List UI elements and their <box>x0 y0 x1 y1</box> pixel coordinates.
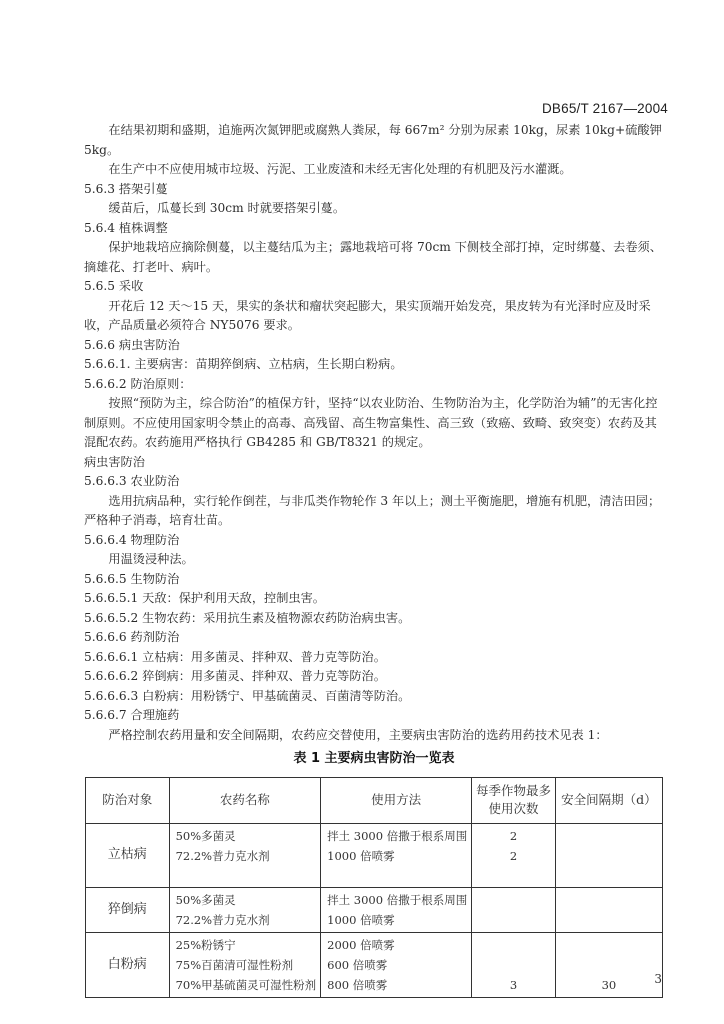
pest-target: 猝倒病 <box>86 887 170 932</box>
max-times-cell <box>472 823 556 887</box>
max-times: 2 <box>509 848 518 863</box>
paragraph: 5.6.6.2 防治原则： <box>84 376 192 391</box>
paragraph: 选用抗病品种，实行轮作倒茬，与非瓜类作物轮作 3 年以上；测土平衡施肥，增施有机肥，清洁田园；严格种子消毒，培育壮苗。 <box>84 493 661 527</box>
paragraph: 在结果初期和盛期，追施两次氮钾肥或腐熟人粪尿，每 667m² 分别为尿素 10kg，尿素 10kg+硫酸钾 5kg。 <box>84 123 662 157</box>
paragraph: 5.6.6.3 农业防治 <box>84 474 180 488</box>
paragraph: 5.6.6.6 药剂防治 <box>84 630 180 644</box>
paragraph: 用温烫浸种法。 <box>108 552 194 566</box>
paragraph: 5.6.6.5.2 生物农药：采用抗生素及植物源农药防治病虫害。 <box>84 610 411 625</box>
paragraph: 5.6.6 病虫害防治 <box>84 337 180 352</box>
paragraph: 5.6.5 采收 <box>84 279 144 293</box>
max-times <box>473 955 554 975</box>
safety-interval-cell <box>555 887 662 932</box>
paragraph: 5.6.6.1. 主要病害：苗期猝倒病、立枯病，生长期白粉病。 <box>84 357 403 371</box>
usage-method: 1000 倍喷雾 <box>327 848 395 863</box>
paragraph: 5.6.6.7 合理施药 <box>84 708 180 722</box>
usage-method-cell <box>321 823 472 887</box>
paragraph: 保护地栽培应摘除侧蔓，以主蔓结瓜为主；露地栽培可将 70cm 下侧枝全部打掉，定时绑蔓、去卷须、摘雄花、打老叶、病叶。 <box>84 240 662 274</box>
usage-method: 600 倍喷雾 <box>327 957 388 972</box>
max-times-cell <box>472 932 556 997</box>
max-times <box>473 910 554 930</box>
usage-method: 拌土 3000 倍撒于根系周围 <box>327 892 468 907</box>
pest-target: 立枯病 <box>86 823 170 887</box>
safety-interval <box>557 910 661 930</box>
table-header-row <box>86 777 663 823</box>
header-interval: 安全间隔期（d） <box>555 777 662 823</box>
pesticide-name: 70%甲基硫菌灵可湿性粉剂 <box>175 977 317 992</box>
usage-method: 拌土 3000 倍撒于根系周围 <box>327 828 468 843</box>
paragraph: 5.6.6.5.1 天敌：保护利用天敌，控制虫害。 <box>84 591 325 605</box>
safety-interval <box>557 955 661 975</box>
pesticide-name-cell <box>169 887 321 932</box>
pesticide-name: 50%多菌灵 <box>175 828 236 843</box>
max-times: 3 <box>509 977 518 992</box>
safety-interval <box>557 846 661 866</box>
paragraph: 开花后 12 天～15 天，果实的条状和瘤状突起膨大，果实顶端开始发亮，果皮转为有光泽时应及时采收，产品质量必须符合 NY5076 要求。 <box>84 298 651 332</box>
table-row <box>86 823 663 887</box>
paragraph: 5.6.3 搭架引蔓 <box>84 181 168 196</box>
pesticide-name: 50%多菌灵 <box>175 892 236 907</box>
max-times-cell <box>472 887 556 932</box>
paragraph: 按照“预防为主，综合防治”的植保方针，坚持“以农业防治、生物防治为主，化学防治为辅”的无害化控制原则。不应使用国家明令禁止的高毒、高残留、高生物富集性、高三致（致癌、致畸、致突变）农药及其混配农药。农药施用严格执行 GB4285 和 GB/T8321 的规定。 <box>84 396 658 449</box>
page-number: 3 <box>654 972 662 986</box>
header-pesticide: 农药名称 <box>169 777 321 823</box>
safety-interval <box>557 935 661 955</box>
usage-method-cell <box>321 932 472 997</box>
pesticide-name-cell <box>169 823 321 887</box>
paragraph: 病虫害防治 <box>84 454 145 469</box>
usage-method: 1000 倍喷雾 <box>327 912 395 927</box>
usage-method: 800 倍喷雾 <box>327 977 388 992</box>
paragraph: 5.6.6.6.1 立枯病：用多菌灵、拌种双、普力克等防治。 <box>84 649 386 664</box>
standard-code: DB65/T 2167—2004 <box>541 101 668 116</box>
paragraph: 5.6.4 植株调整 <box>84 220 168 235</box>
usage-method-cell <box>321 887 472 932</box>
safety-interval: 30 <box>601 977 617 992</box>
table-caption: 表 1 主要病虫害防治一览表 <box>293 751 455 766</box>
safety-interval <box>557 890 661 910</box>
pesticide-name: 75%百菌清可湿性粉剂 <box>175 957 294 972</box>
paragraph: 5.6.6.5 生物防治 <box>84 571 180 586</box>
safety-interval <box>557 826 661 846</box>
pest-control-table <box>85 777 663 998</box>
header-times: 每季作物最多使用次数 <box>472 777 556 823</box>
max-times <box>473 935 554 955</box>
paragraph: 缓苗后，瓜蔓长到 30cm 时就要搭架引蔓。 <box>108 201 346 215</box>
usage-method: 2000 倍喷雾 <box>327 937 395 952</box>
paragraph: 5.6.6.4 物理防治 <box>84 532 180 547</box>
header-target: 防治对象 <box>86 777 170 823</box>
pesticide-name-cell <box>169 932 321 997</box>
safety-interval-cell <box>555 932 662 997</box>
paragraph-list <box>84 121 664 745</box>
pesticide-name: 72.2%普力克水剂 <box>175 912 270 927</box>
paragraph: 在生产中不应使用城市垃圾、污泥、工业废渣和未经无害化处理的有机肥及污水灌溉。 <box>108 162 572 176</box>
table-row <box>86 887 663 932</box>
body-text <box>84 121 664 998</box>
table-body <box>86 823 663 997</box>
paragraph: 严格控制农药用量和安全间隔期，农药应交替使用，主要病虫害防治的选药用药技术见表 1： <box>108 727 608 742</box>
header-method: 使用方法 <box>321 777 472 823</box>
pesticide-name: 25%粉锈宁 <box>175 937 236 952</box>
table-row <box>86 932 663 997</box>
max-times <box>473 890 554 910</box>
paragraph: 5.6.6.6.2 猝倒病：用多菌灵、拌种双、普力克等防治。 <box>84 669 386 683</box>
safety-interval-cell <box>555 823 662 887</box>
pesticide-name: 72.2%普力克水剂 <box>175 848 270 863</box>
max-times: 2 <box>509 828 518 843</box>
pest-target: 白粉病 <box>86 932 170 997</box>
paragraph: 5.6.6.6.3 白粉病：用粉锈宁、甲基硫菌灵、百菌清等防治。 <box>84 688 411 703</box>
